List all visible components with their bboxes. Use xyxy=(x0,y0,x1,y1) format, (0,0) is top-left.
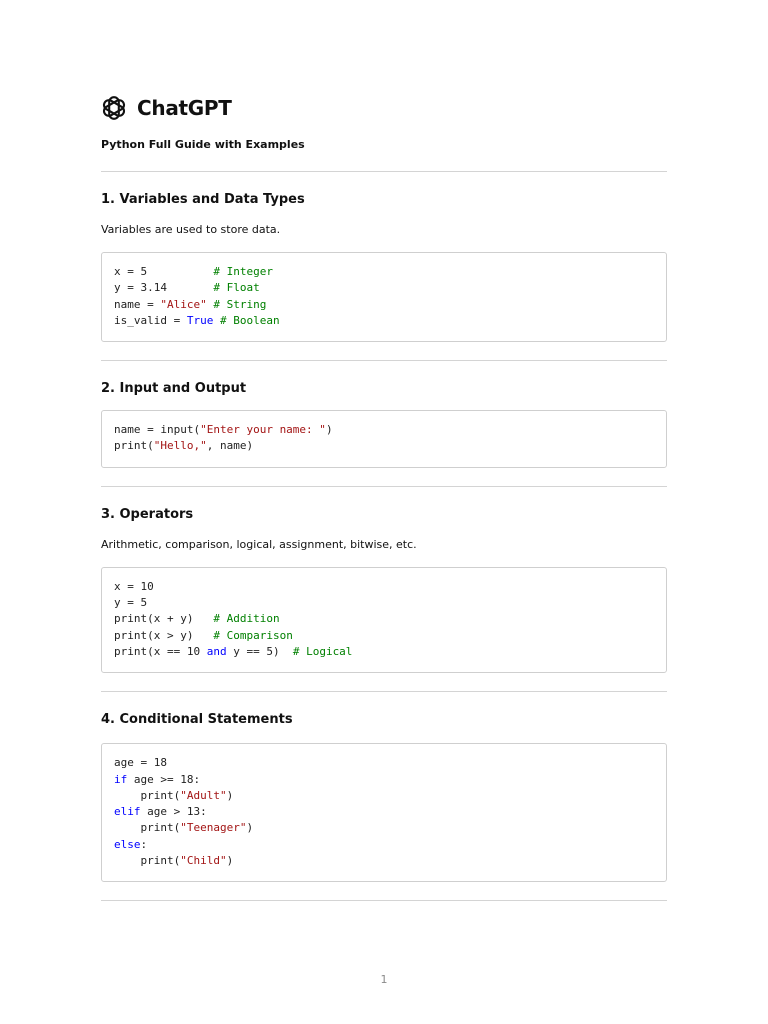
code-string: "Enter your name: " xyxy=(200,423,326,437)
document-title: Python Full Guide with Examples xyxy=(101,138,305,151)
section xyxy=(101,712,667,901)
code-text: print(x + y) xyxy=(114,612,214,626)
code-text: ) xyxy=(246,821,254,835)
code-line xyxy=(114,837,654,853)
code-line xyxy=(114,280,654,296)
brand-header xyxy=(101,94,667,122)
section-title: 4. Conditional Statements xyxy=(101,712,293,728)
code-text: y == 5) xyxy=(226,644,293,658)
divider xyxy=(101,900,667,901)
section xyxy=(101,507,667,692)
code-block[interactable] xyxy=(101,252,667,342)
section-description: Variables are used to store data. xyxy=(101,223,281,236)
code-comment: # Addition xyxy=(213,612,280,626)
code-text: name = input( xyxy=(114,423,201,437)
code-block[interactable] xyxy=(101,567,667,673)
code-text: x = 10 xyxy=(114,579,154,593)
section-title: 3. Operators xyxy=(101,506,194,522)
code-text: name = xyxy=(114,297,161,311)
code-line xyxy=(114,644,654,660)
code-string: "Child" xyxy=(180,854,227,868)
code-line xyxy=(114,755,654,771)
document-page xyxy=(101,94,667,901)
code-comment: # Float xyxy=(213,281,260,295)
code-comment: # String xyxy=(213,297,267,311)
code-text: print( xyxy=(114,854,181,868)
code-text: ) xyxy=(226,854,234,868)
code-line xyxy=(114,422,654,438)
code-line xyxy=(114,804,654,820)
page-number: 1 xyxy=(380,973,388,986)
code-string: "Hello," xyxy=(153,439,207,453)
code-text: print( xyxy=(114,788,181,802)
code-keyword: True xyxy=(186,313,214,327)
section-description: Arithmetic, comparison, logical, assignment, bitwise, etc. xyxy=(101,537,417,551)
code-text: , name) xyxy=(206,439,254,453)
chatgpt-logo-icon xyxy=(101,95,127,121)
code-block[interactable] xyxy=(101,410,667,468)
section-title: 2. Input and Output xyxy=(101,381,247,397)
code-comment: # Comparison xyxy=(213,628,293,642)
code-text: is_valid = xyxy=(114,313,187,327)
code-line xyxy=(114,595,654,611)
code-comment: # Integer xyxy=(213,265,273,278)
code-string: "Alice" xyxy=(160,297,207,311)
code-text: y = 3.14 xyxy=(114,281,214,295)
divider xyxy=(101,360,667,361)
code-text: : xyxy=(140,837,148,851)
code-string: "Teenager" xyxy=(180,821,247,835)
code-text: print( xyxy=(114,821,181,835)
code-line xyxy=(114,611,654,627)
brand-name: ChatGPT xyxy=(137,96,232,120)
code-keyword: elif xyxy=(114,805,141,819)
sections-container xyxy=(101,192,667,901)
code-line xyxy=(114,628,654,644)
divider xyxy=(101,171,667,172)
code-comment: # Boolean xyxy=(219,313,280,327)
code-line xyxy=(114,313,654,329)
code-line xyxy=(114,788,654,804)
divider xyxy=(101,691,667,692)
code-block[interactable] xyxy=(101,743,667,882)
code-text: y = 5 xyxy=(114,596,148,610)
section xyxy=(101,192,667,361)
code-line xyxy=(114,264,654,280)
code-text: print(x == 10 xyxy=(114,644,207,658)
code-keyword: if xyxy=(114,772,128,786)
code-line xyxy=(114,438,654,454)
code-text: print(x > y) xyxy=(114,628,214,642)
code-text: age >= 18: xyxy=(127,772,201,786)
code-text: x = 5 xyxy=(114,265,214,278)
code-line xyxy=(114,820,654,836)
code-text: print( xyxy=(114,439,154,453)
code-string: "Adult" xyxy=(180,788,227,802)
code-text: age > 13: xyxy=(140,805,207,819)
divider xyxy=(101,486,667,487)
code-comment: # Logical xyxy=(292,644,353,658)
code-text: age = 18 xyxy=(114,756,167,770)
code-text: ) xyxy=(226,788,234,802)
code-text: ) xyxy=(325,423,333,437)
section xyxy=(101,381,667,487)
code-line xyxy=(114,853,654,869)
code-line xyxy=(114,297,654,313)
section-title: 1. Variables and Data Types xyxy=(101,192,305,207)
code-line xyxy=(114,579,654,595)
code-keyword: else xyxy=(114,837,141,851)
code-keyword: and xyxy=(206,644,227,658)
code-text xyxy=(213,314,220,327)
code-line xyxy=(114,772,654,788)
